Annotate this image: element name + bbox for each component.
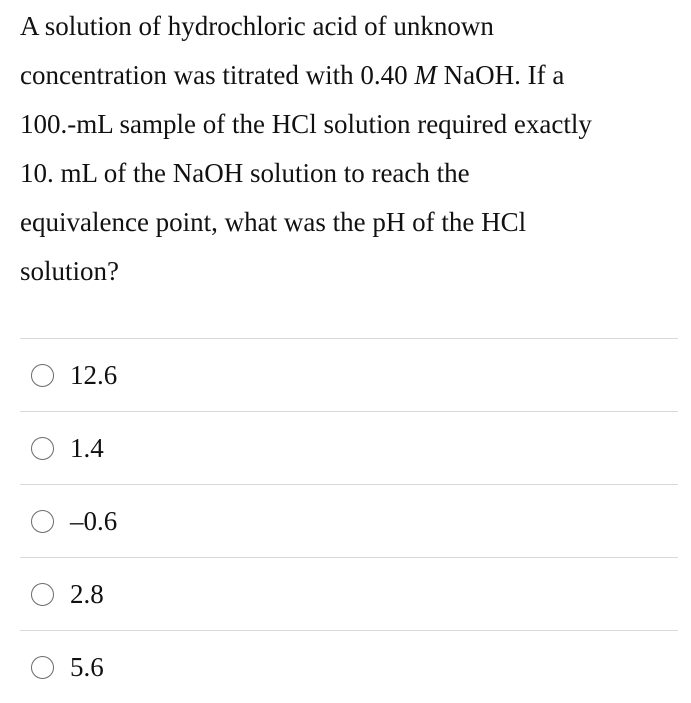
question-line: 10. mL of the NaOH solution to reach the [20,158,470,188]
answer-options [20,338,678,703]
question-line-part: NaOH. If a [436,60,565,90]
answer-option-label: 5.6 [70,652,104,682]
answer-option-4[interactable] [20,557,678,630]
question-text [20,2,685,296]
radio-button-icon[interactable] [31,583,54,606]
answer-option-2[interactable] [20,411,678,484]
question-line-part: concentration was titrated with 0.40 [20,60,415,90]
radio-button-icon[interactable] [31,364,54,387]
radio-button-icon[interactable] [31,656,54,679]
answer-option-3[interactable] [20,484,678,557]
question-line: equivalence point, what was the pH of the HCl [20,207,527,237]
molarity-unit: M [414,60,437,90]
answer-option-label: –0.6 [70,506,118,536]
answer-option-1[interactable] [20,338,678,411]
question-line: 100.-mL sample of the HCl solution required exactly [20,109,592,139]
question-line: A solution of hydrochloric acid of unknown [20,11,494,41]
radio-button-icon[interactable] [31,510,54,533]
radio-button-icon[interactable] [31,437,54,460]
question-line [20,51,685,100]
answer-option-label: 1.4 [70,433,104,463]
answer-option-label: 12.6 [70,360,118,390]
question-line: solution? [20,256,119,286]
answer-option-5[interactable] [20,630,678,703]
answer-option-label: 2.8 [70,579,104,609]
